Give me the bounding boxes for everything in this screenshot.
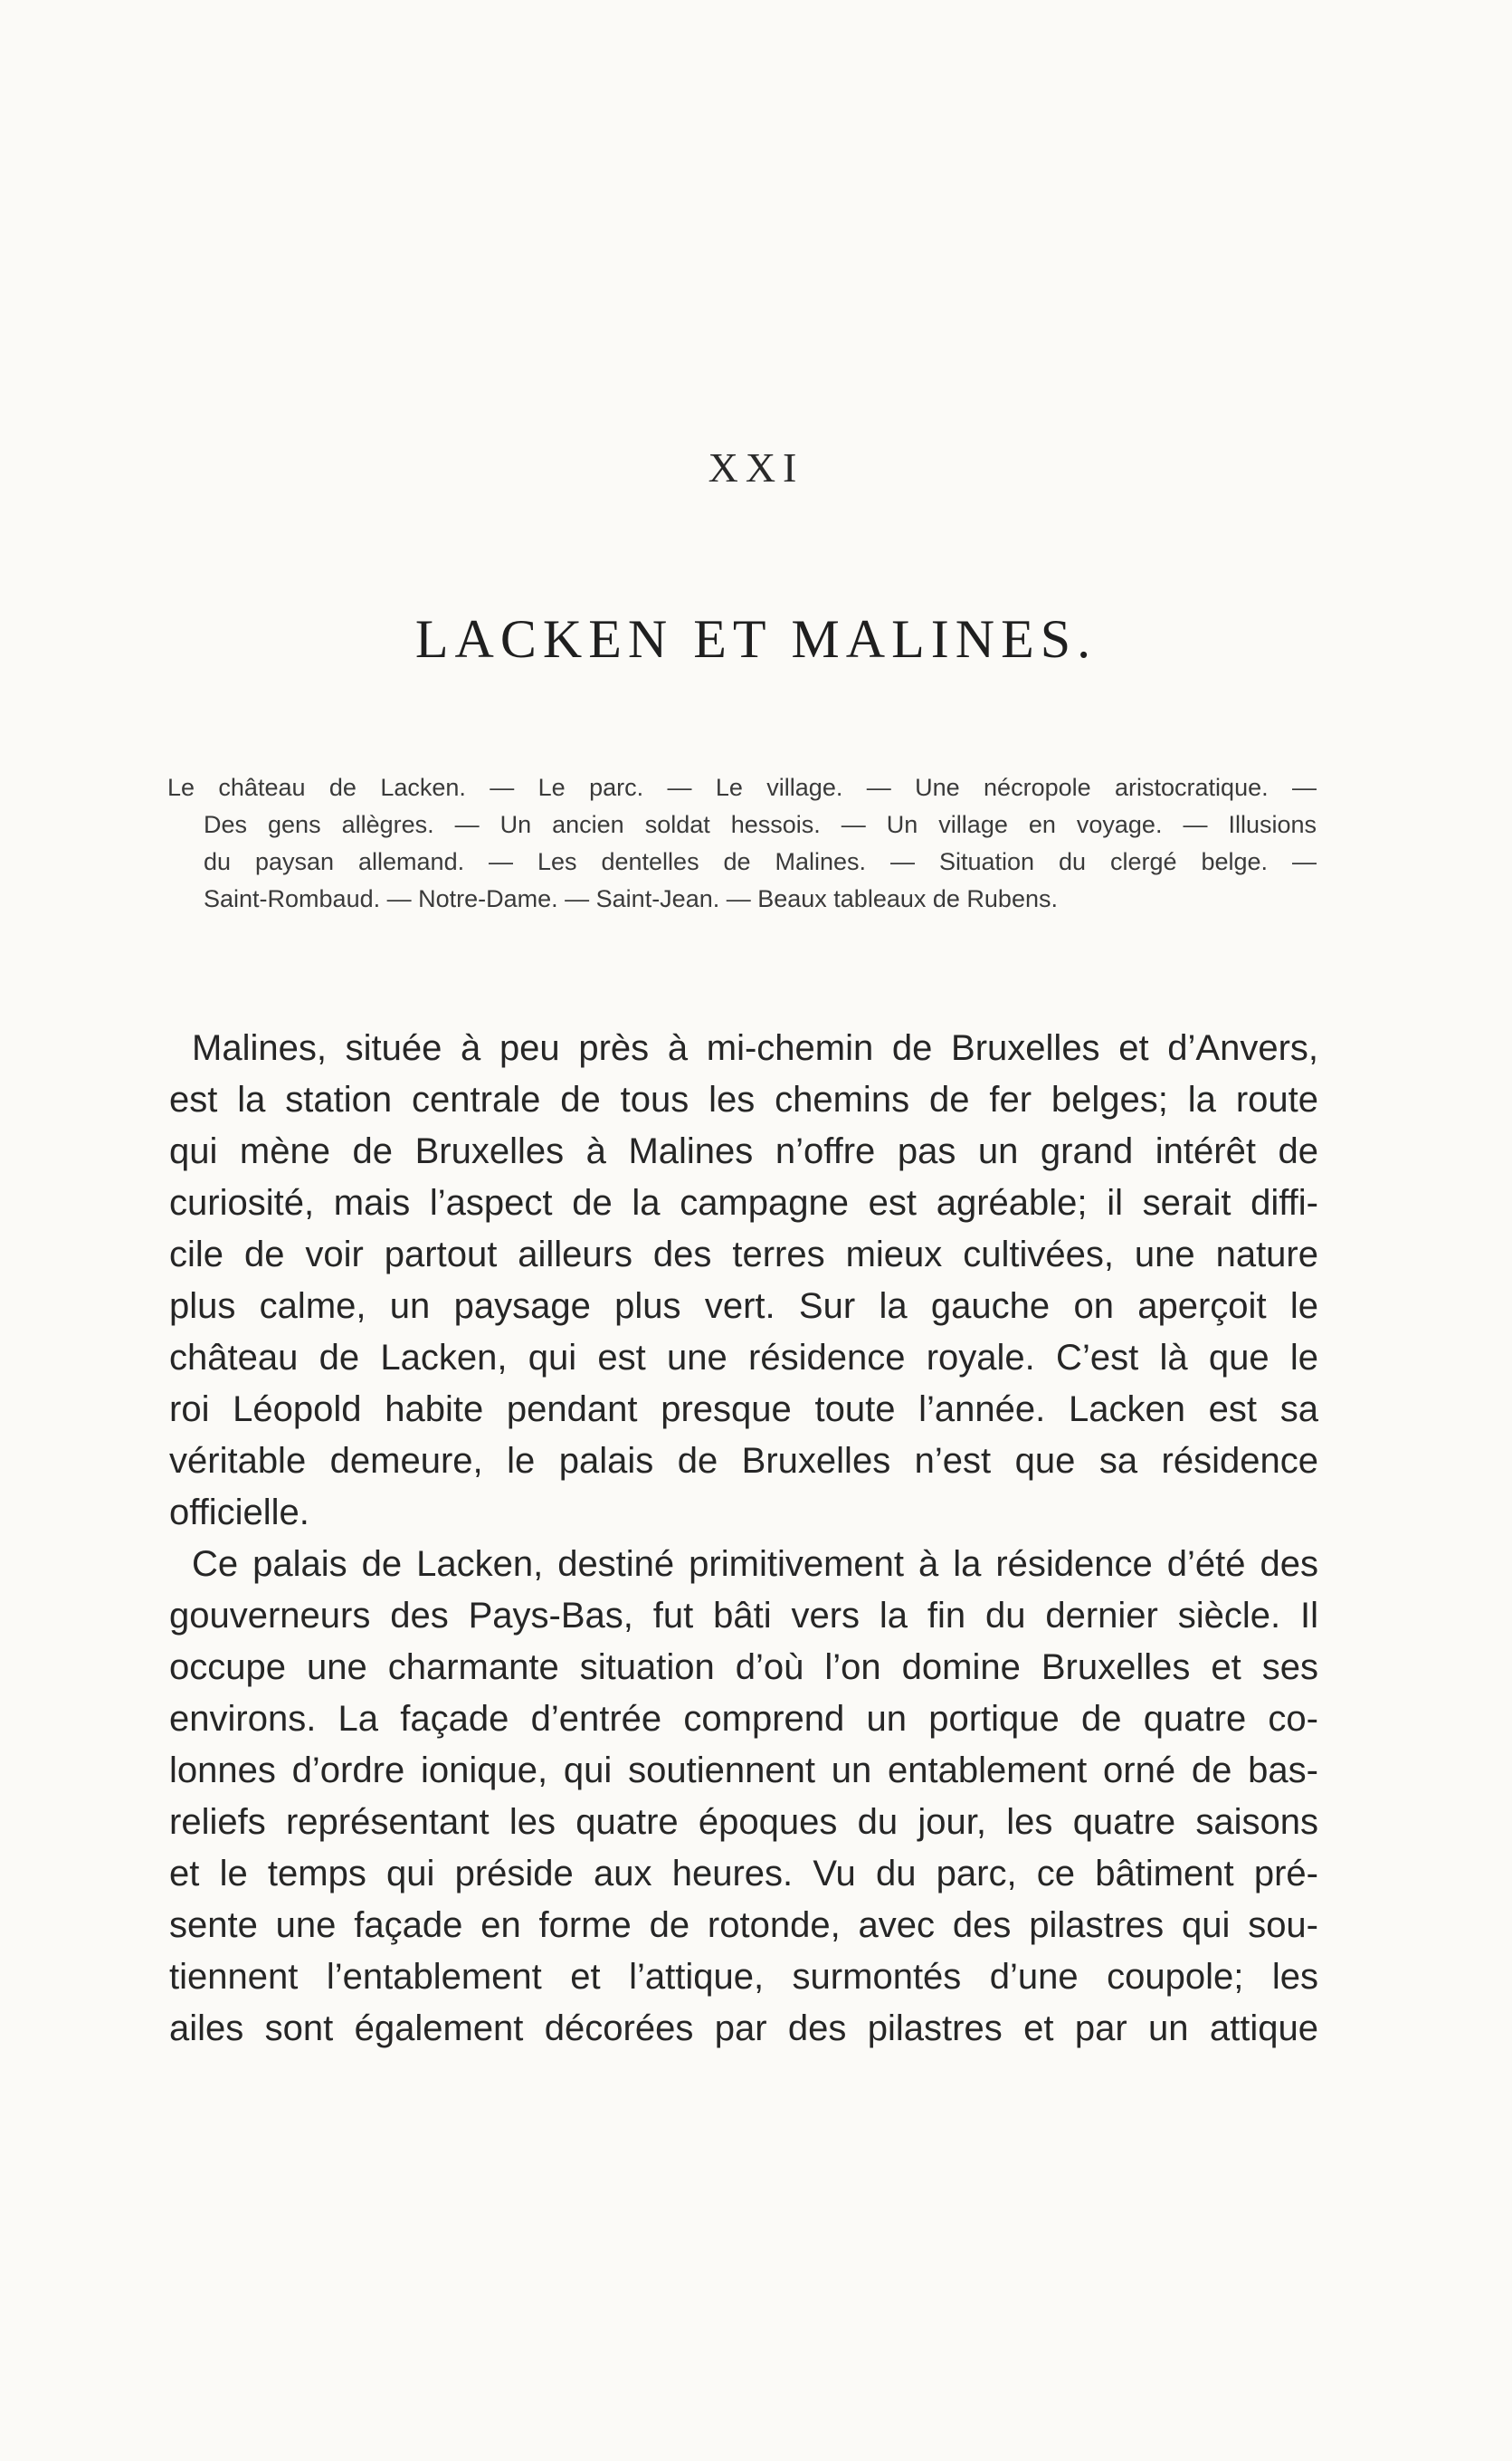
text-line: ailes sont également décorées par des pilastres et par un attique xyxy=(169,2008,1318,2048)
chapter-title: LACKEN ET MALINES. xyxy=(414,609,1098,669)
summary-line: Le château de Lacken. — Le parc. — Le village. — Une nécropole aristocratique. — xyxy=(167,774,1317,801)
text-line: véritable demeure, le palais de Bruxelles n’est que sa résidence xyxy=(169,1441,1318,1481)
text-line: lonnes d’ordre ionique, qui soutiennent un entablement orné de bas- xyxy=(169,1750,1318,1790)
text-line: officielle. xyxy=(169,1493,309,1532)
text-line: plus calme, un paysage plus vert. Sur la gauche on aperçoit le xyxy=(169,1286,1318,1326)
text-line: environs. La façade d’entrée comprend un portique de quatre co- xyxy=(169,1699,1318,1739)
text-line: sente une façade en forme de rotonde, avec des pilastres qui sou- xyxy=(169,1905,1318,1945)
paragraph xyxy=(169,1023,1318,1539)
text-line: gouverneurs des Pays-Bas, fut bâti vers la fin du dernier siècle. Il xyxy=(169,1596,1318,1636)
summary-line: Des gens allègres. — Un ancien soldat hessois. — Un village en voyage. — Illusions xyxy=(204,811,1317,838)
text-line: cile de voir partout ailleurs des terres mieux cultivées, une nature xyxy=(169,1235,1318,1274)
text-line: curiosité, mais l’aspect de la campagne est agréable; il serait diffi- xyxy=(169,1183,1318,1223)
body-text xyxy=(169,1023,1318,2055)
text-line: est la station centrale de tous les chemins de fer belges; la route xyxy=(169,1080,1318,1120)
text-line: Malines, située à peu près à mi-chemin de Bruxelles et d’Anvers, xyxy=(192,1028,1318,1068)
text-line: reliefs représentant les quatre époques du jour, les quatre saisons xyxy=(169,1802,1318,1842)
text-line: et le temps qui préside aux heures. Vu du parc, ce bâtiment pré- xyxy=(169,1854,1318,1893)
text-line: tiennent l’entablement et l’attique, surmontés d’une coupole; les xyxy=(169,1957,1318,1997)
chapter-number: XXI xyxy=(708,444,804,491)
text-line: roi Léopold habite pendant presque toute l’année. Lacken est sa xyxy=(169,1389,1318,1429)
text-line: Ce palais de Lacken, destiné primitivement à la résidence d’été des xyxy=(192,1544,1318,1584)
text-line: qui mène de Bruxelles à Malines n’offre pas un grand intérêt de xyxy=(169,1131,1318,1171)
text-line: château de Lacken, qui est une résidence royale. C’est là que le xyxy=(169,1338,1318,1378)
text-line: occupe une charmante situation d’où l’on domine Bruxelles et ses xyxy=(169,1647,1318,1687)
summary-line: du paysan allemand. — Les dentelles de Malines. — Situation du clergé belge. — xyxy=(204,848,1317,875)
chapter-summary xyxy=(167,769,1317,918)
paragraph xyxy=(169,1539,1318,2055)
summary-line: Saint-Rombaud. — Notre-Dame. — Saint-Jean. — Beaux tableaux de Rubens. xyxy=(204,885,1058,912)
